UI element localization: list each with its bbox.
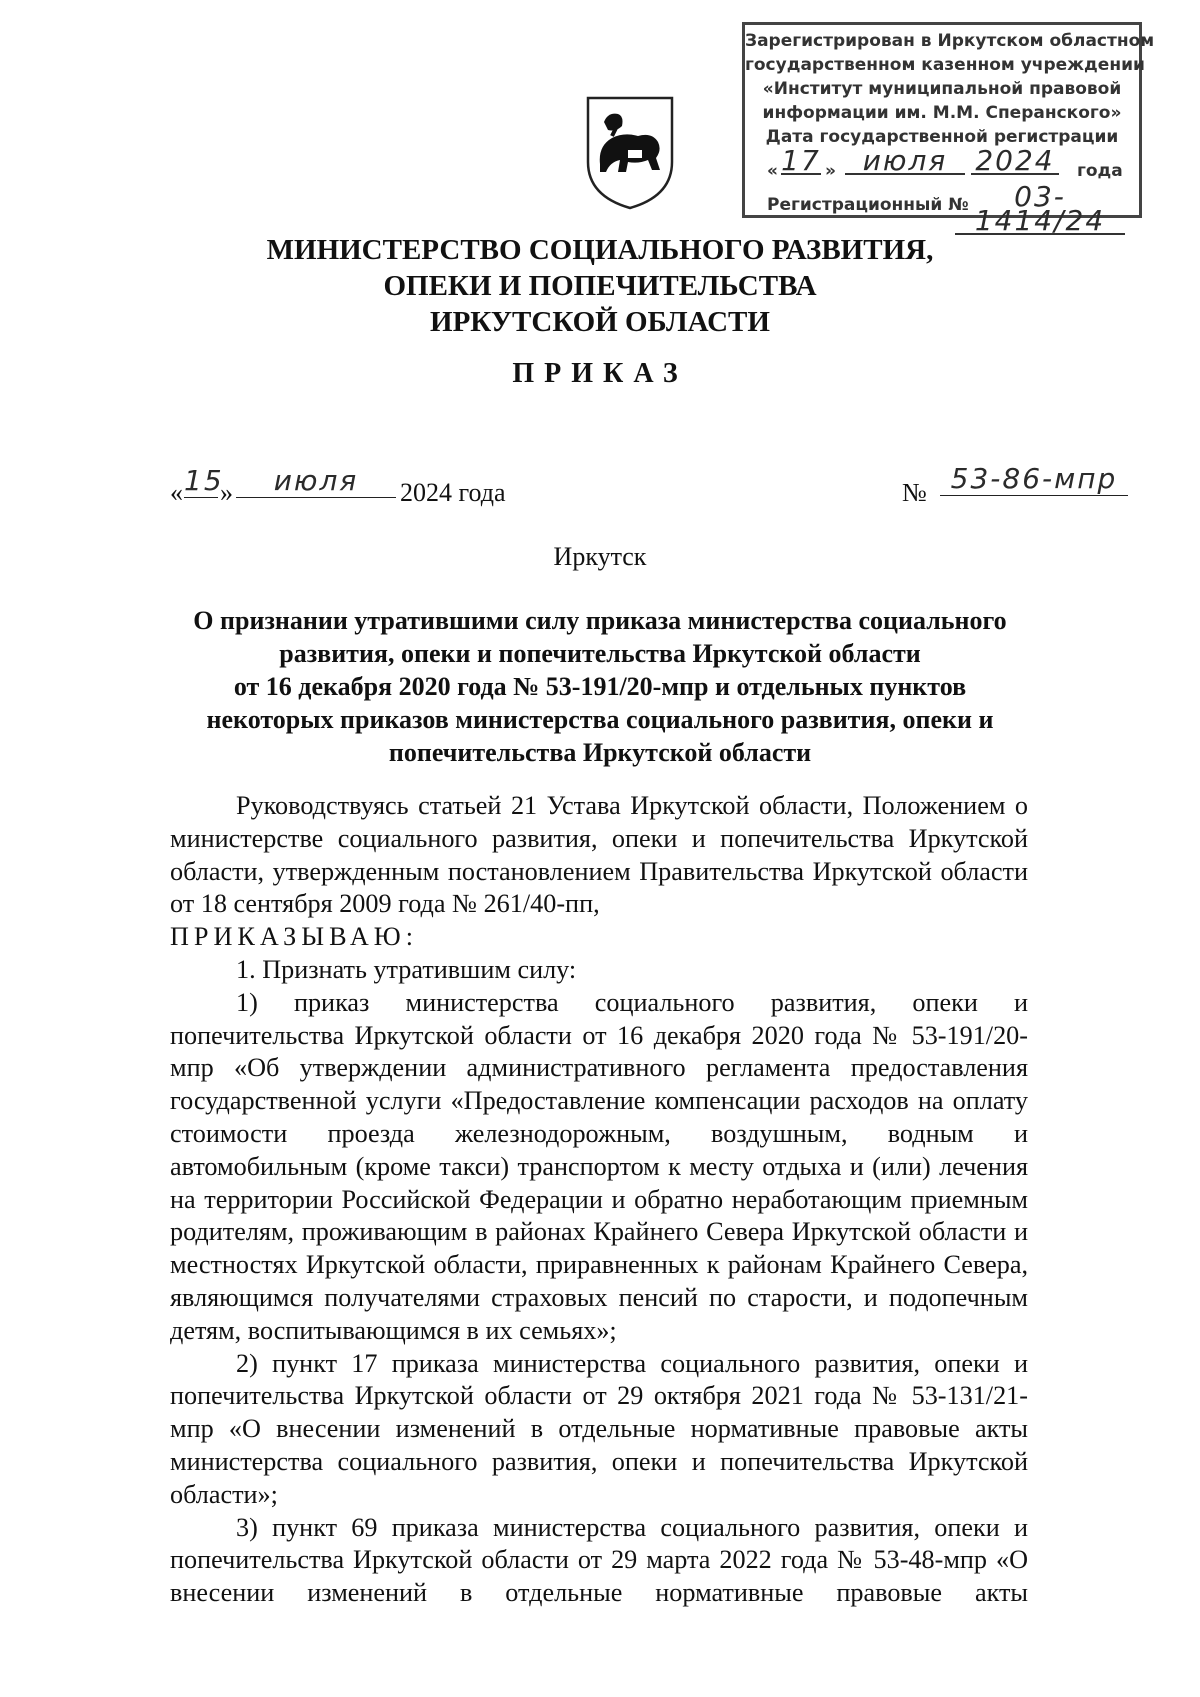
order-month: июля [236,464,396,498]
date-quote-open: « [170,478,183,507]
stamp-goda: года [1077,161,1123,181]
stamp-month: июля [845,149,965,175]
stamp-quote-close: » [825,161,836,181]
stamp-date-row [745,144,1139,185]
ministry-header [0,232,1200,340]
subject-line: О признании утратившими силу приказа министерства социального [193,606,1007,635]
stamp-line: «Институт муниципальной правовой [762,79,1122,99]
ministry-line: ИРКУТСКОЙ ОБЛАСТИ [430,306,770,338]
document-type-title: ПРИКАЗ [512,358,688,389]
stamp-reg-label: Регистрационный № [767,195,969,215]
order-body [170,790,1028,1610]
stamp-quote-open: « [767,161,778,181]
subitem-3-paragraph: 3) пункт 69 приказа министерства социального развития, опеки и попечительства Иркутской области от 29 марта 2022 года № 53-48-мпр «О внесении изменений в отдельные нормативные правовые акты [170,1512,1028,1608]
stamp-year: 2024 [971,149,1059,175]
preamble-paragraph: Руководствуясь статьей 21 Устава Иркутской области, Положением о министерстве социального развития, опеки и попечительства Иркутской области, утвержденным постановлением Правительства Иркутской области от 18 сентября 2009 года № 261/40-пп, [170,791,1028,919]
subject-line: от 16 декабря 2020 года № 53-191/20-мпр и отдельных пунктов [233,672,967,701]
date-quote-close: » [220,478,233,507]
item-1-paragraph: 1. Признать утратившим силу: [236,954,577,984]
subitem-1-paragraph: 1) приказ министерства социального развития, опеки и попечительства Иркутской области от 16 декабря 2020 года № 53-191/20-мпр «Об утверждении административного регламента предоставления государственной услуги «Предоставление компенсации расходов на оплату стоимости проезда железнодорожным, воздушным, водным и автомобильным (кроме такси) транспортом к месту отдыха и (или) лечения на территории Российской Федерации и обратно неработающим приемным родителям, проживающим в районах Крайнего Севера Иркутской области и местностях Иркутской области, приравненных к районам Крайнего Севера, являющимся получателями страховых пенсий по старости, и подопечным детям, воспитывающимся в их семьях»; [170,987,1028,1345]
decree-word: ПРИКАЗЫВАЮ: [170,922,418,952]
registration-stamp [742,22,1155,237]
stamp-line: Зарегистрирован в Иркутском областном [745,31,1155,51]
order-day: 15 [184,464,224,497]
subitem-2-paragraph: 2) пункт 17 приказа министерства социального развития, опеки и попечительства Иркутской области от 29 октября 2021 года № 53-131/21-мпр «О внесении изменений в отдельные нормативные правовые акты министерства социального развития, опеки и попечительства Иркутской области»; [170,1348,1028,1509]
stamp-day: 17 [781,144,821,177]
order-subject [0,604,1200,769]
order-number: 53-86-мпр [940,462,1128,496]
order-number-sign: № [902,478,927,507]
stamp-reg-number: 03-1414/24 [955,185,1125,235]
subject-line: некоторых приказов министерства социального развития, опеки и [206,705,994,734]
ministry-line: МИНИСТЕРСТВО СОЦИАЛЬНОГО РАЗВИТИЯ, [266,234,934,266]
subject-line: развития, опеки и попечительства Иркутской области [279,639,921,668]
subject-line: попечительства Иркутской области [388,738,812,767]
stamp-line: информации им. М.М. Сперанского» [762,103,1122,123]
stamp-line: Дата государственной регистрации [765,127,1119,147]
coat-of-arms-icon [582,92,678,212]
stamp-reg-row [745,180,1139,237]
order-year: 2024 года [400,478,506,507]
stamp-line: государственном казенном учреждении [745,55,1145,75]
ministry-line: ОПЕКИ И ПОПЕЧИТЕЛЬСТВА [383,270,817,302]
city-label: Иркутск [553,542,647,571]
order-date-line [170,462,1118,518]
